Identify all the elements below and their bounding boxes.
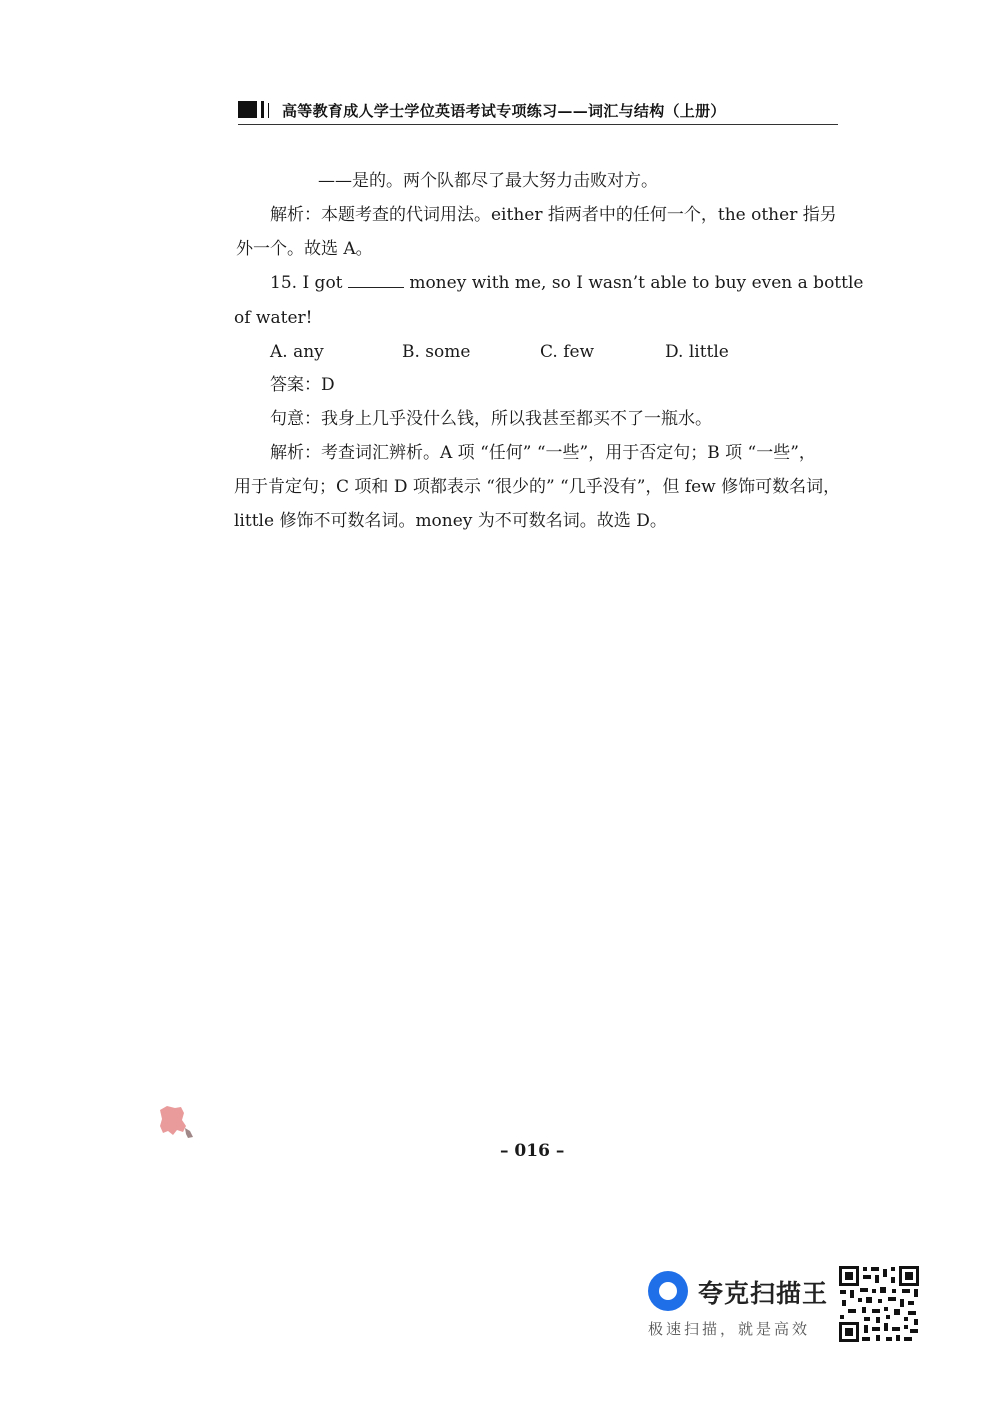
analysis-15-line-1: 解析：考查词汇辨析。A 项 “任何” “一些”，用于否定句；B 项 “一些”， [270,443,816,463]
page-header [238,98,838,125]
option-d: D. little [665,342,729,362]
analysis-15-line-2: 用于肯定句；C 项和 D 项都表示 “很少的” “几乎没有”，但 few 修饰可数名词， [234,477,841,497]
question-15-start: 15. I got [270,273,343,293]
red-ink-smudge [157,1104,197,1140]
header-thin-bar-mark [268,103,269,118]
analysis-14-line-2: 外一个。故选 A。 [236,239,373,259]
quark-logo-icon [648,1271,688,1311]
question-15-rest: money with me, so I wasn’t able to buy even a bottle [409,273,864,293]
option-b: B. some [402,342,471,362]
analysis-14-line-1: 解析：本题考查的代词用法。either 指两者中的任何一个，the other 指另 [270,205,837,225]
header-title: 高等教育成人学士学位英语考试专项练习——词汇与结构（上册） [282,102,726,120]
question-15 [270,272,863,294]
question-15-continuation: of water! [234,308,313,328]
answer-line: 答案：D [270,375,335,395]
answer-blank [348,273,404,288]
header-block-mark [238,101,257,118]
option-a: A. any [270,342,324,362]
page-number: – 016 – [500,1141,565,1161]
option-c: C. few [540,342,595,362]
analysis-15-line-3: little 修饰不可数名词。money 为不可数名词。故选 D。 [234,511,667,531]
header-bar-mark [261,101,264,118]
brand-slogan: 极速扫描，就是高效 [648,1320,811,1338]
sentence-meaning: 句意：我身上几乎没什么钱，所以我甚至都买不了一瓶水。 [270,409,712,429]
dialogue-reply: ——是的。两个队都尽了最大努力击败对方。 [318,171,658,191]
scanner-watermark [648,1268,828,1340]
qr-code-icon [838,1265,920,1343]
brand-name: 夸克扫描王 [698,1279,829,1308]
